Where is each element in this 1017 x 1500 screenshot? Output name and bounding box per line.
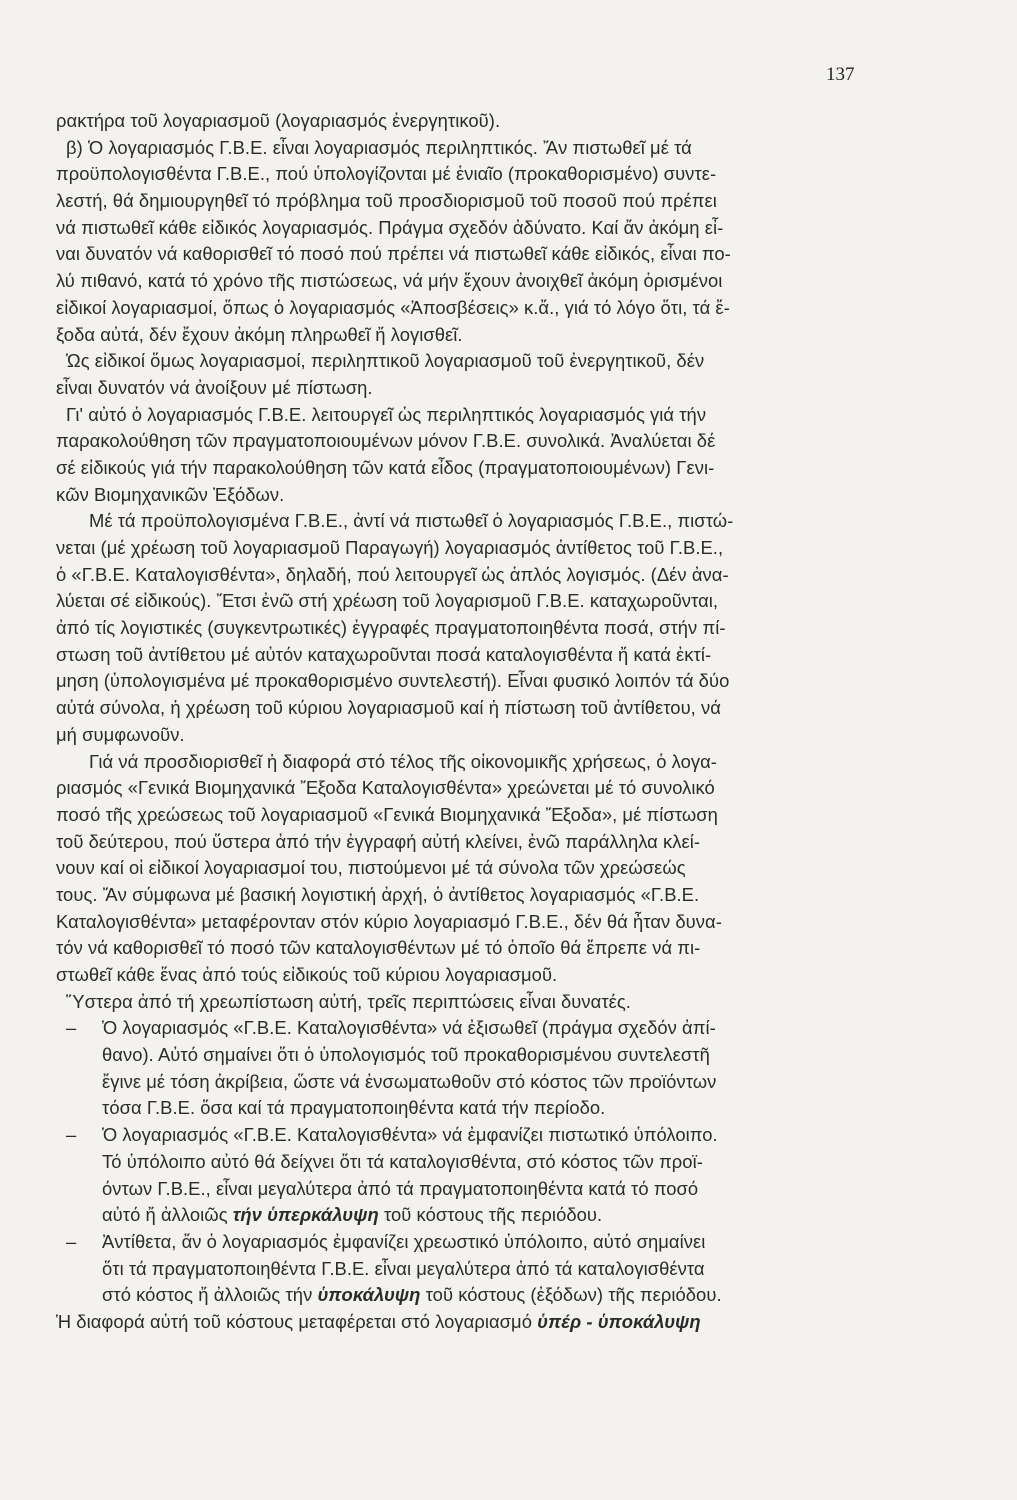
line-text: ρακτήρα τοῦ λογαριασμοῦ (λογαριασμός ἐνεργητικοῦ).: [56, 110, 501, 131]
text-line: [56, 508, 868, 535]
line-text: Γι' αὐτό ὁ λογαριασμός Γ.Β.Ε. λειτουργεῖ ὡς περιληπτικός λογαριασμός γιά τήν: [66, 403, 707, 425]
line-text: Ὡς εἰδικοί ὅμως λογαριασμοί, περιληπτικοῦ λογαριασμοῦ τοῦ ἐνεργητικοῦ, δέν: [66, 350, 705, 372]
line-text: ριασμός «Γενικά Βιομηχανικά Ἔξοδα Καταλογισθέντα» χρεώνεται μέ τό συνολικό: [56, 777, 715, 799]
text-line: [56, 775, 868, 802]
line-text: εἶναι δυνατόν νά ἀνοίξουν μέ πίστωση.: [56, 376, 373, 398]
line-text: αὐτά σύνολα, ἡ χρέωση τοῦ κύριου λογαριασμοῦ καί ἡ πίστωση τοῦ ἀντίθετου, νά: [56, 697, 721, 719]
text-line: [56, 668, 868, 695]
line-text: τοῦ δεύτερου, πού ὕστερα ἀπό τήν ἐγγραφή αὐτή κλείνει, ἐνῶ παράλληλα κλεί-: [56, 830, 701, 852]
text-line: [56, 935, 868, 962]
line-text: ποσό τῆς χρεώσεως τοῦ λογαριασμοῦ «Γενικά Βιομηχανικά Ἔξοδα», μέ πίστωση: [56, 803, 718, 825]
line-text: τοῦ κόστους (ἐξόδων) τῆς περιόδου.: [420, 1284, 722, 1306]
text-line: [56, 1042, 868, 1069]
line-text: Τό ὑπόλοιπο αὐτό θά δείχνει ὅτι τά καταλογισθέντα, στό κόστος τῶν προϊ-: [102, 1150, 703, 1172]
text-line: [56, 135, 868, 162]
line-text: τόσα Γ.Β.Ε. ὅσα καί τά πραγματοποιηθέντα κατά τήν περίοδο.: [102, 1097, 606, 1119]
text-line: [56, 882, 868, 909]
emphasized-term: ὑποκάλυψη: [317, 1284, 421, 1306]
text-line: [56, 295, 868, 322]
text-line: [56, 161, 868, 188]
text-line: [56, 1095, 868, 1122]
dash-bullet: –: [66, 1124, 77, 1146]
line-text: λύ πιθανό, κατά τό χρόνο τῆς πιστώσεως, νά μήν ἔχουν ἀνοιχθεῖ ἀκόμη ὁρισμένοι: [56, 270, 723, 292]
text-line: [56, 749, 868, 776]
line-text: ὁ «Γ.Β.Ε. Καταλογισθέντα», δηλαδή, πού λειτουργεῖ ὡς ἁπλός λογισμός. (Δέν ἀνα-: [56, 563, 729, 585]
line-text: νά πιστωθεῖ κάθε εἰδικός λογαριασμός. Πράγμα σχεδόν ἀδύνατο. Καί ἄν ἀκόμη εἶ-: [56, 216, 724, 238]
text-line: [56, 1202, 868, 1229]
line-text: στό κόστος ἤ ἀλλοιῶς τήν: [102, 1284, 318, 1306]
text-line: [56, 562, 868, 589]
line-text: Ἡ διαφορά αὐτή τοῦ κόστους μεταφέρεται στό λογαριασμό: [56, 1310, 538, 1332]
text-line: [56, 188, 868, 215]
text-line: [56, 215, 868, 242]
text-line: [56, 802, 868, 829]
text-line: [56, 1282, 868, 1309]
line-text: ναι δυνατόν νά καθορισθεῖ τό ποσό πού πρέπει νά πιστωθεῖ κάθε εἰδικός, εἶναι πο-: [56, 243, 731, 265]
line-text: τόν νά καθορισθεῖ τό ποσό τῶν καταλογισθέντων μέ τό ὁποῖο θά ἔπρεπε νά πι-: [56, 937, 701, 959]
line-text: Καταλογισθέντα» μεταφέρονταν στόν κύριο λογαριασμό Γ.Β.Ε., δέν θά ἦταν δυνα-: [56, 910, 722, 932]
text-line: [56, 1229, 868, 1256]
text-line: [56, 1256, 868, 1283]
line-text: κῶν Βιομηχανικῶν Ἐξόδων.: [56, 483, 285, 505]
page-number: 137: [826, 64, 855, 85]
text-line: [56, 829, 868, 856]
text-line: [56, 1149, 868, 1176]
line-text: Ὁ λογαριασμός «Γ.Β.Ε. Καταλογισθέντα» νά ἐμφανίζει πιστωτικό ὑπόλοιπο.: [102, 1124, 718, 1146]
line-text: Ἀντίθετα, ἄν ὁ λογαριασμός ἐμφανίζει χρεωστικό ὑπόλοιπο, αὐτό σημαίνει: [102, 1230, 706, 1252]
line-text: β) Ὁ λογαριασμός Γ.Β.Ε. εἶναι λογαριασμός περιληπτικός. Ἄν πιστωθεῖ μέ τά: [66, 136, 692, 158]
text-line: [56, 535, 868, 562]
text-line: [56, 428, 868, 455]
line-text: ἔγινε μέ τόση ἀκρίβεια, ὥστε νά ἐνσωματωθοῦν στό κόστος τῶν προϊόντων: [102, 1070, 717, 1092]
body-text: [56, 108, 868, 1336]
text-line: [56, 402, 868, 429]
text-line: [56, 642, 868, 669]
line-text: νεται (μέ χρέωση τοῦ λογαριασμοῦ Παραγωγή) λογαριασμός ἀντίθετος τοῦ Γ.Β.Ε.,: [56, 537, 724, 558]
text-line: [56, 375, 868, 402]
text-line: [56, 989, 868, 1016]
line-text: παρακολούθηση τῶν πραγματοποιουμένων μόνον Γ.Β.Ε. συνολικά. Ἀναλύεται δέ: [56, 430, 716, 452]
line-text: ἀπό τίς λογιστικές (συγκεντρωτικές) ἐγγραφές πραγματοποιηθέντα ποσά, στήν πί-: [56, 617, 726, 639]
text-line: [56, 268, 868, 295]
line-text: Ὕστερα ἀπό τή χρεωπίστωση αὐτή, τρεῖς περιπτώσεις εἶναι δυνατές.: [66, 990, 631, 1012]
line-text: ξοδα αὐτά, δέν ἔχουν ἀκόμη πληρωθεῖ ἤ λογισθεῖ.: [56, 323, 463, 345]
line-text: Γιά νά προσδιορισθεῖ ἡ διαφορά στό τέλος τῆς οἰκονομικῆς χρήσεως, ὁ λογα-: [89, 750, 717, 772]
text-line: [56, 855, 868, 882]
text-line: [56, 962, 868, 989]
dash-bullet: –: [66, 1230, 77, 1252]
line-text: αὐτό ἤ ἀλλοιῶς: [102, 1204, 233, 1226]
line-text: όντων Γ.Β.Ε., εἶναι μεγαλύτερα ἀπό τά πραγματοποιηθέντα κατά τό ποσό: [102, 1177, 699, 1199]
line-text: λεστή, θά δημιουργηθεῖ τό πρόβλημα τοῦ προσδιορισμοῦ τοῦ ποσοῦ πού πρέπει: [56, 190, 717, 212]
text-line: [56, 482, 868, 509]
line-text: στωθεῖ κάθε ἕνας ἀπό τούς εἰδικούς τοῦ κύριου λογαριασμοῦ.: [56, 964, 558, 985]
text-line: [56, 322, 868, 349]
text-line: [56, 455, 868, 482]
text-line: [56, 1069, 868, 1096]
line-text: Μέ τά προϋπολογισμένα Γ.Β.Ε., ἀντί νά πιστωθεῖ ὁ λογαριασμός Γ.Β.Ε., πιστώ-: [89, 510, 734, 532]
text-line: [56, 348, 868, 375]
line-text: στωση τοῦ ἀντίθετου μέ αὐτόν καταχωροῦνται ποσά καταλογισθέντα ἤ κατά ἐκτί-: [56, 643, 712, 665]
text-line: [56, 1176, 868, 1203]
text-line: [56, 1015, 868, 1042]
line-text: λύεται σέ εἰδικούς). Ἔτσι ἐνῶ στή χρέωση τοῦ λογαρισμοῦ Γ.Β.Ε. καταχωροῦνται,: [56, 590, 719, 612]
line-text: προϋπολογισθέντα Γ.Β.Ε., πού ὑπολογίζονται μέ ἑνιαῖο (προκαθορισμένο) συντε-: [56, 163, 717, 185]
line-text: νουν καί οἱ εἰδικοί λογαριασμοί του, πιστούμενοι μέ τά σύνολα τῶν χρεώσεώς: [56, 857, 686, 879]
text-line: [56, 615, 868, 642]
emphasized-term: ὑπέρ - ὑποκάλυψη: [537, 1310, 701, 1332]
line-text: μή συμφωνοῦν.: [56, 723, 185, 745]
line-text: Ὁ λογαριασμός «Γ.Β.Ε. Καταλογισθέντα» νά ἐξισωθεῖ (πράγμα σχεδόν ἀπί-: [102, 1017, 716, 1039]
line-text: μηση (ὑπολογισμένα μέ προκαθορισμένο συντελεστή). Εἶναι φυσικό λοιπόν τά δύο: [56, 670, 730, 692]
text-line: [56, 722, 868, 749]
line-text: σέ εἰδικούς γιά τήν παρακολούθηση τῶν κατά εἶδος (πραγματοποιουμένων) Γενι-: [56, 456, 715, 478]
text-line: [56, 108, 868, 135]
text-line: [56, 588, 868, 615]
line-text: ὅτι τά πραγματοποιηθέντα Γ.Β.Ε. εἶναι μεγαλύτερα ἀπό τά καταλογισθέντα: [102, 1257, 705, 1279]
text-line: [56, 1122, 868, 1149]
line-text: τοῦ κόστους τῆς περιόδου.: [378, 1204, 603, 1226]
text-line: [56, 1309, 868, 1336]
dash-bullet: –: [66, 1017, 77, 1039]
text-line: [56, 695, 868, 722]
line-text: εἰδικοί λογαριασμοί, ὅπως ὁ λογαριασμός «Ἀποσβέσεις» κ.ἄ., γιά τό λόγο ὅτι, τά ἔ-: [56, 296, 730, 318]
emphasized-term: τήν ὑπερκάλυψη: [232, 1204, 379, 1226]
text-line: [56, 241, 868, 268]
text-line: [56, 909, 868, 936]
line-text: θανο). Αὐτό σημαίνει ὅτι ὁ ὑπολογισμός τοῦ προκαθορισμένου συντελεστῆ: [102, 1044, 710, 1066]
line-text: τους. Ἄν σύμφωνα μέ βασική λογιστική ἀρχή, ὁ ἀντίθετος λογαριασμός «Γ.Β.Ε.: [56, 883, 700, 905]
